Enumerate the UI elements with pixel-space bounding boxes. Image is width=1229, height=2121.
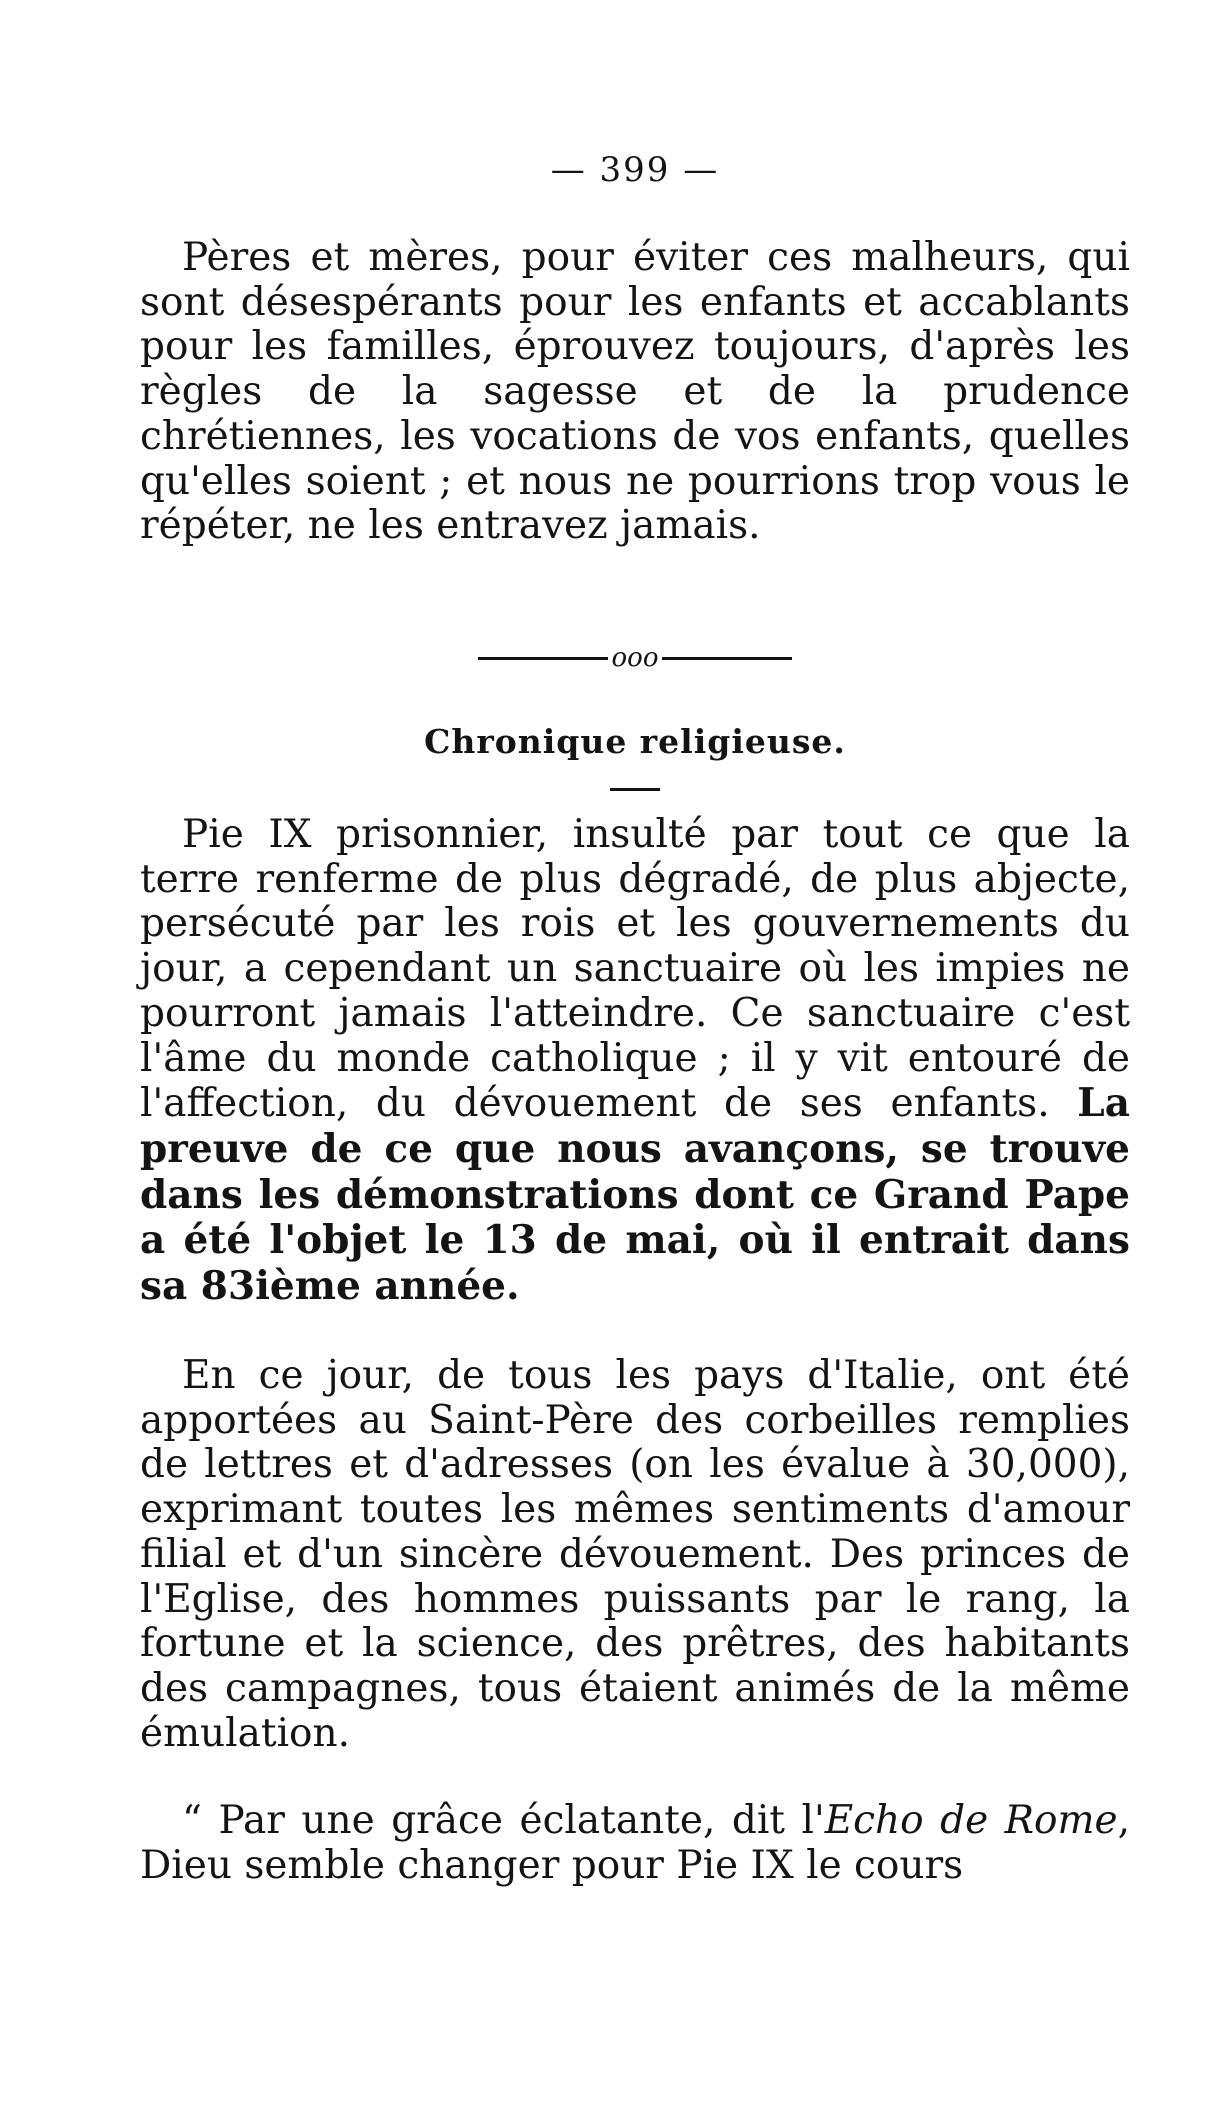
separator-rule-right	[662, 657, 792, 660]
page-number: — 399 —	[550, 150, 720, 190]
quote-source: Echo de Rome	[824, 1798, 1118, 1843]
title-underline	[610, 788, 660, 791]
quote-end: , Dieu semble changer pour Pie IX le cours	[140, 1798, 1130, 1888]
quote-start: “ Par une grâce éclatante, dit l'	[182, 1798, 825, 1843]
document-page	[140, 0, 1130, 2121]
paragraph-pie-ix-text: Pie IX prisonnier, insulté par tout ce que la terre renferme de plus dégradé, de plus abjecte, persécuté par les rois et les gouvernements du jour, a cependant un sanctuaire où les impies ne pourront jamais l'atteindre. Ce sanctuaire c'est l'âme du monde catholique ; il y vit entouré de l'affection, du dévouement de ses enfants.	[140, 812, 1130, 1127]
section-title: Chronique religieuse.	[424, 722, 846, 761]
paragraph-echo-de-rome	[140, 1799, 1130, 1888]
separator-text: ooo	[611, 643, 659, 673]
paragraph-pie-ix	[140, 813, 1130, 1310]
paragraph-pie-ix-bold: La preuve de ce que nous avançons, se trouve dans les démonstrations dont ce Grand Pape a été l'objet le 13 de mai, où il entrait dans sa 83ième année.	[140, 1080, 1130, 1310]
paragraph-anniversary: En ce jour, de tous les pays d'Italie, ont été apportées au Saint-Père des corbeilles remplies de lettres et d'adresses (on les évalue à 30,000), exprimant toutes les mêmes sentiments d'amour filial et d'un sincère dévouement. Des princes de l'Eglise, des hommes puissants par le rang, la fortune et la science, des prêtres, des habitants des campagnes, tous étaient animés de la même émulation.	[140, 1353, 1130, 1756]
separator-rule-left	[478, 657, 608, 660]
section-separator	[140, 643, 1130, 673]
paragraph-parents: Pères et mères, pour éviter ces malheurs, qui sont désespérants pour les enfants et accablants pour les familles, éprouvez toujours, d'après les règles de la sagesse et de la prudence chrétiennes, les vocations de vos enfants, quelles qu'elles soient ; et nous ne pourrions trop vous le répéter, ne les entravez jamais.	[140, 235, 1130, 549]
